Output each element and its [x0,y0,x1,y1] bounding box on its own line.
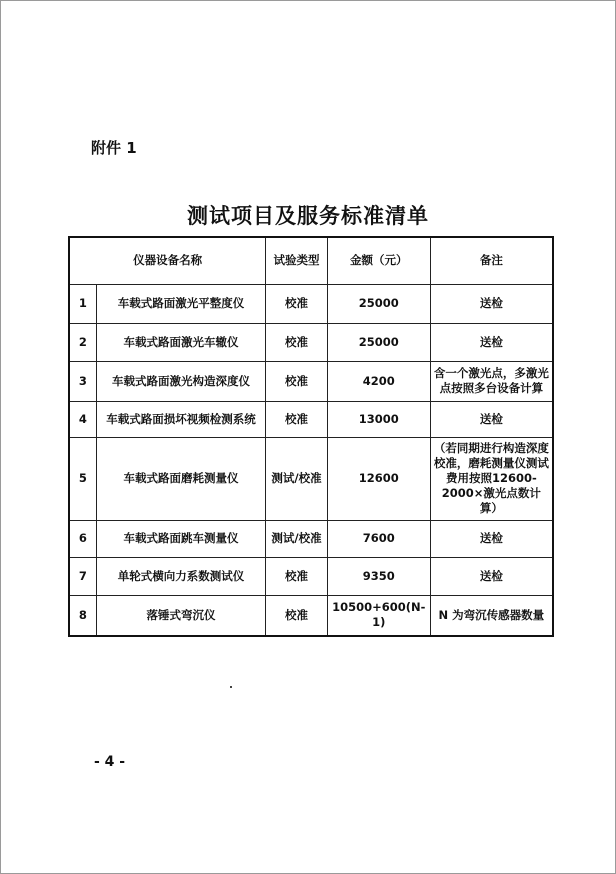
table-row [69,284,553,323]
table-row [69,557,553,595]
test-type: 校准 [266,323,328,361]
row-number: 7 [69,557,96,595]
device-name: 车载式路面激光平整度仪 [96,284,265,323]
header-remarks: 备注 [430,237,553,284]
test-type: 校准 [266,361,328,401]
row-number: 6 [69,520,96,557]
remarks: （若同期进行构造深度校准，磨耗测量仪测试费用按照12600-2000×激光点数计算） [430,437,553,520]
header-amount: 金额（元） [327,237,430,284]
row-number: 4 [69,401,96,437]
amount: 12600 [327,437,430,520]
amount: 25000 [327,284,430,323]
remarks: 含一个激光点，多激光点按照多台设备计算 [430,361,553,401]
table-row [69,401,553,437]
device-name: 单轮式横向力系数测试仪 [96,557,265,595]
test-type: 测试/校准 [266,520,328,557]
amount: 10500+600(N-1) [327,595,430,636]
row-number: 8 [69,595,96,636]
amount: 7600 [327,520,430,557]
row-number: 5 [69,437,96,520]
test-type: 校准 [266,401,328,437]
remarks: 送检 [430,323,553,361]
row-number: 3 [69,361,96,401]
test-type: 测试/校准 [266,437,328,520]
attachment-label: 附件 1 [91,139,137,157]
header-name: 仪器设备名称 [69,237,266,284]
test-type: 校准 [266,557,328,595]
amount: 13000 [327,401,430,437]
header-type: 试验类型 [266,237,328,284]
device-name: 车载式路面损坏视频检测系统 [96,401,265,437]
device-name: 车载式路面激光车辙仪 [96,323,265,361]
remarks: 送检 [430,557,553,595]
amount: 4200 [327,361,430,401]
table-row [69,437,553,520]
scan-speck [230,686,232,688]
row-number: 1 [69,284,96,323]
device-name: 车载式路面磨耗测量仪 [96,437,265,520]
remarks: 送检 [430,401,553,437]
table-row [69,520,553,557]
service-standard-table [68,236,554,637]
table-row [69,361,553,401]
test-type: 校准 [266,595,328,636]
test-type: 校准 [266,284,328,323]
device-name: 车载式路面跳车测量仪 [96,520,265,557]
table-row [69,323,553,361]
table-header-row [69,237,553,284]
device-name: 车载式路面激光构造深度仪 [96,361,265,401]
device-name: 落锤式弯沉仪 [96,595,265,636]
document-title: 测试项目及服务标准清单 [187,204,429,228]
page-number: - 4 - [94,754,126,770]
remarks: N 为弯沉传感器数量 [430,595,553,636]
amount: 9350 [327,557,430,595]
table-row [69,595,553,636]
row-number: 2 [69,323,96,361]
remarks: 送检 [430,284,553,323]
remarks: 送检 [430,520,553,557]
amount: 25000 [327,323,430,361]
